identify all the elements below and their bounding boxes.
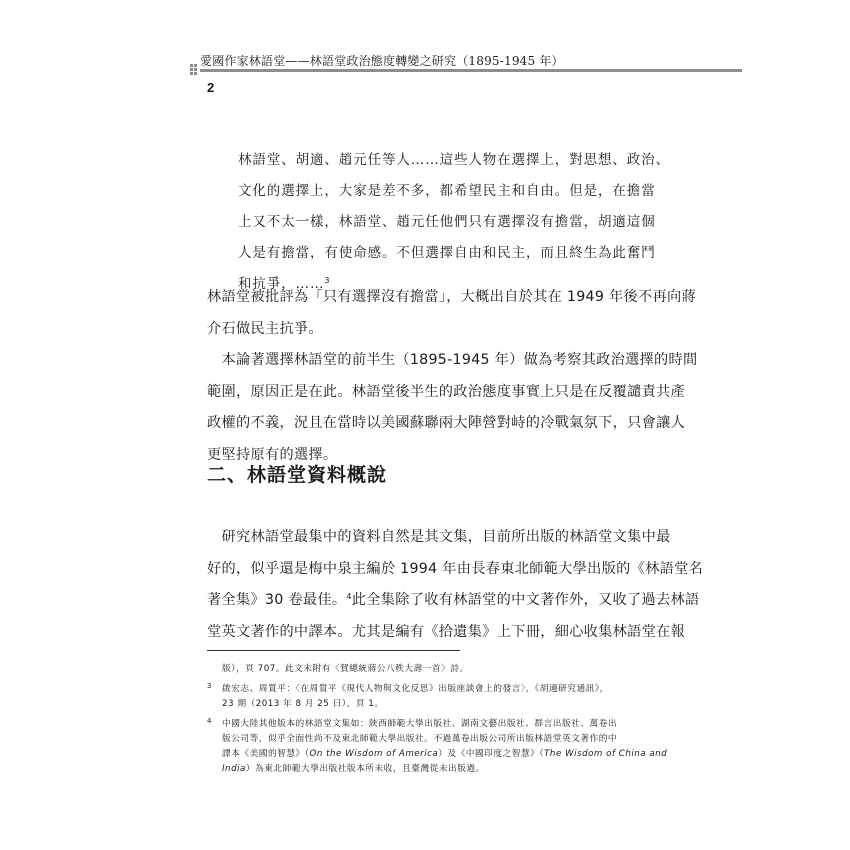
footnote-rule bbox=[207, 650, 460, 651]
body-line: 更堅持原有的選擇。 bbox=[207, 446, 338, 463]
running-header bbox=[190, 48, 742, 80]
footnote-line bbox=[222, 747, 667, 762]
body-line bbox=[207, 585, 700, 617]
footnote-mark: 3 bbox=[207, 682, 212, 690]
quote-line: 林語堂、胡適、趙元任等人……這些人物在選擇上，對思想、政治、 bbox=[238, 152, 670, 168]
block-quote bbox=[238, 145, 670, 300]
quote-line-text: 和抗爭，…… bbox=[238, 276, 325, 292]
header-rule bbox=[200, 69, 742, 72]
footnote-3 bbox=[207, 682, 667, 712]
header-ornament bbox=[190, 64, 200, 78]
body-line: 本論著選擇林語堂的前半生（1895-1945 年）做為考察其政治選擇的時間 bbox=[207, 352, 698, 368]
body-line: 範圍，原因正是在此。林語堂後半生的政治態度事實上只是在反覆譴責共產 bbox=[207, 383, 686, 400]
footnote-ref: 3 bbox=[324, 276, 331, 285]
body-line-text: 此全集除了收有林語堂的中文著作外，又收了過去林語 bbox=[351, 592, 700, 608]
footnote-text: ）及《中國印度之智慧》（ bbox=[438, 749, 545, 759]
footnote-ref: 4 bbox=[346, 592, 352, 601]
page-number: 2 bbox=[207, 80, 215, 95]
body-line: 好的，似乎還是梅中泉主編於 1994 年由長春東北師範大學出版的《林語堂名 bbox=[207, 560, 704, 577]
body-line: 介石做民主抗爭。 bbox=[207, 320, 323, 337]
footnotes bbox=[207, 662, 667, 782]
body-line: 林語堂被批評為「只有選擇沒有擔當」，大概出自於其在 1949 年後不再向蔣 bbox=[207, 289, 696, 305]
footnote-4 bbox=[207, 717, 667, 777]
footnote-mark: 4 bbox=[207, 717, 212, 725]
footnote-text: 譯本《美國的智慧》（ bbox=[222, 749, 310, 759]
quote-line: 文化的選擇上，大家是差不多，都希望民主和自由。但是，在擔當 bbox=[238, 183, 656, 199]
quote-line: 人是有擔當，有使命感。不但選擇自由和民主，而且終生為此奮鬥 bbox=[238, 245, 656, 261]
footnote-line: 23 期（2013 年 8 月 25 日），頁 1。 bbox=[222, 699, 384, 709]
book-title-italic: The Wisdom of China and bbox=[544, 749, 668, 759]
book-title-italic: India bbox=[222, 764, 246, 774]
running-title: 愛國作家林語堂——林語堂政治態度轉變之研究（1895-1945 年） bbox=[200, 54, 564, 68]
footnote-line bbox=[222, 762, 667, 777]
book-title-italic: On the Wisdom of America bbox=[309, 749, 439, 759]
body-line: 政權的不義，況且在當時以美國蘇聯兩大陣營對峙的冷戰氣氛下，只會讓人 bbox=[207, 415, 686, 431]
footnote-line: 啟宏志、周質平：〈在周質平《現代人物與文化反思》出版座談會上的發言〉，《胡適研究通訊》， bbox=[222, 684, 609, 694]
footnote-line: 中國大陸其他版本的林語堂文集如：陝西師範大學出版社、湖南文藝出版社、群言出版社、萬卷出 bbox=[222, 719, 618, 729]
body-paragraphs bbox=[207, 282, 698, 471]
body-paragraph bbox=[207, 522, 704, 648]
body-line-text: 著全集》30 卷最佳。 bbox=[207, 592, 347, 608]
body-line: 堂英文著作的中譯本。尤其是編有《拾遺集》上下冊，細心收集林語堂在報 bbox=[207, 623, 686, 640]
footnote-text: ）為東北師範大學出版社版本所未收，且臺灣從未出版過。 bbox=[245, 764, 485, 774]
section-heading: 二、林語堂資料概說 bbox=[207, 464, 388, 486]
footnote-continuation bbox=[207, 662, 667, 677]
footnote-line: 版），頁 707。此文末附有〈賀總統蔣公八秩大壽一首〉詩。 bbox=[222, 664, 469, 674]
footnote-line: 版公司等，似乎全面性尚不及東北師範大學出版社。不過萬卷出版公司所出版林語堂英文著作的中 bbox=[222, 734, 618, 744]
body-line: 研究林語堂最集中的資料自然是其文集，目前所出版的林語堂文集中最 bbox=[207, 529, 671, 545]
quote-line: 上又不太一樣，林語堂、趙元任他們只有選擇沒有擔當，胡適這個 bbox=[238, 214, 656, 230]
